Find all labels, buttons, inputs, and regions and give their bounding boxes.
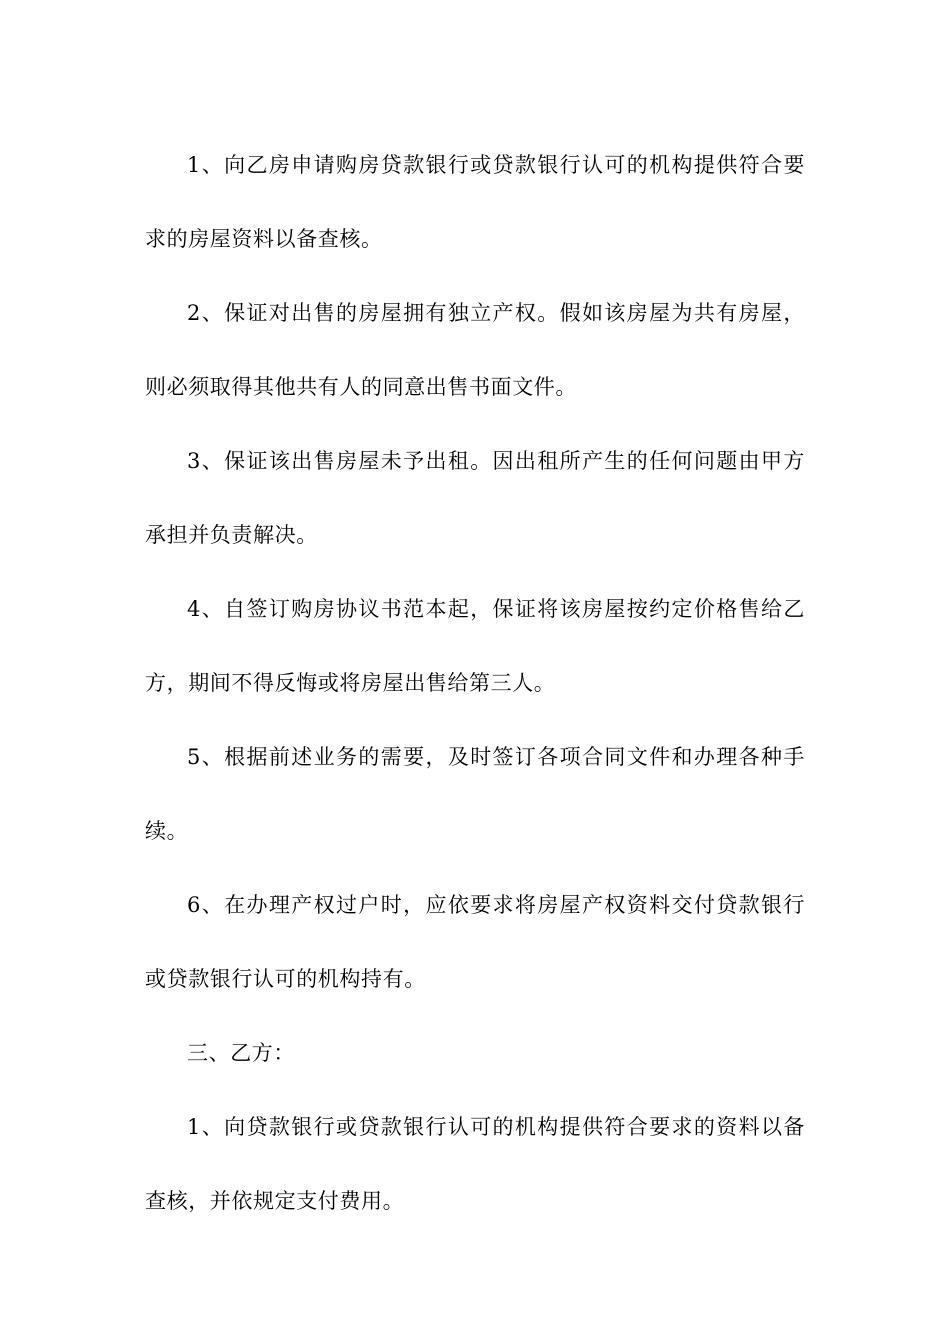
paragraph-seller-duty-4: 4、自签订购房协议书范本起，保证将该房屋按约定价格售给乙方，期间不得反悔或将房屋出售给第三人。 [145, 597, 805, 695]
paragraph-seller-duty-2: 2、保证对出售的房屋拥有独立产权。假如该房屋为共有房屋，则必须取得其他共有人的同意出售书面文件。 [145, 301, 805, 399]
paragraph-seller-duty-1: 1、向乙房申请购房贷款银行或贷款银行认可的机构提供符合要求的房屋资料以备查核。 [145, 153, 805, 251]
paragraph-seller-duty-3: 3、保证该出售房屋未予出租。因出租所产生的任何问题由甲方承担并负责解决。 [145, 449, 805, 547]
paragraph-seller-duty-5: 5、根据前述业务的需要，及时签订各项合同文件和办理各种手续。 [145, 745, 805, 843]
paragraph-seller-duty-6: 6、在办理产权过户时，应依要求将房屋产权资料交付贷款银行或贷款银行认可的机构持有。 [145, 893, 805, 991]
section-heading-party-b: 三、乙方： [187, 1041, 295, 1065]
paragraph-buyer-duty-1: 1、向贷款银行或贷款银行认可的机构提供符合要求的资料以备查核，并依规定支付费用。 [145, 1115, 805, 1213]
document-body [145, 128, 805, 1238]
